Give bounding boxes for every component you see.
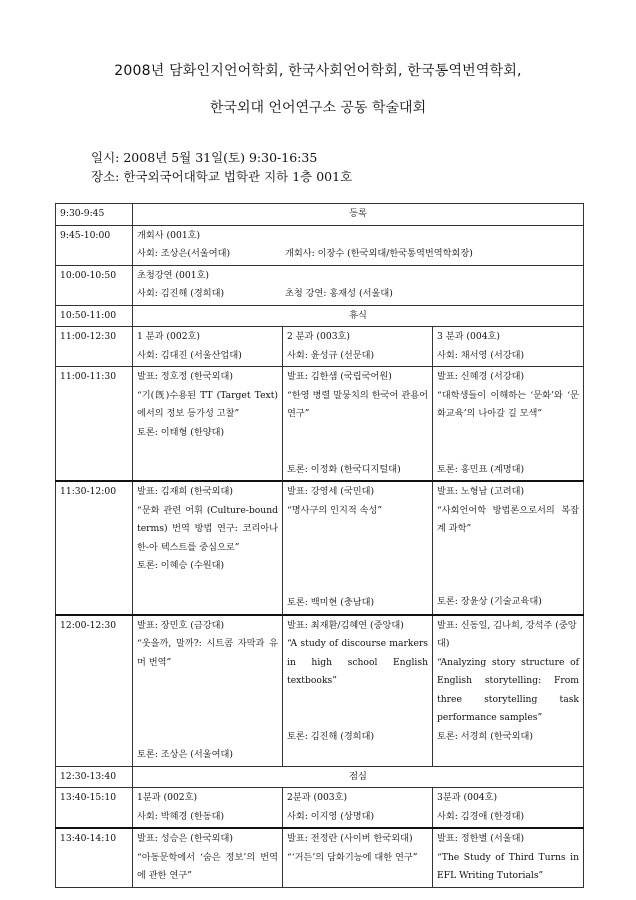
paper-title: “한영 병렬 말뭉치의 한국어 관용어 연구”: [287, 389, 428, 419]
presenter: 발표: 신동일, 김나희, 강석주 (중앙대): [437, 619, 577, 649]
paper-title: “A study of discourse markers in high school English textbooks”: [287, 638, 428, 686]
table-row: [56, 766, 584, 788]
time-cell: 9:30-9:45: [56, 204, 133, 226]
room-chair: 사회: 채서영 (서강대): [437, 349, 525, 361]
discussant: 토론: 김진해 (경희대): [287, 730, 375, 742]
paper-title: “웃을까, 말까?: 시트콤 자막과 유머 번역”: [137, 638, 278, 668]
room-cell: [433, 327, 584, 367]
invited-people: [137, 285, 579, 304]
presentation-cell: [433, 367, 584, 482]
presenter: 발표: 김재희 (한국외대): [137, 486, 233, 497]
room-name: 1 분과 (002호): [137, 331, 201, 342]
table-row: [56, 828, 584, 887]
presenter: 발표: 노형남 (고려대): [437, 486, 525, 497]
presentation-cell: [433, 828, 584, 887]
presenter: 발표: 전정란 (사이버 한국외대): [287, 833, 413, 844]
presenter: 발표: 장민호 (금강대): [137, 619, 225, 631]
room-cell: [133, 327, 283, 367]
discussant: 토론: 서경희 (한국외대): [437, 730, 533, 742]
table-row: [56, 615, 584, 767]
table-row: [56, 225, 584, 265]
presentation-cell: [283, 828, 433, 887]
paper-title: “아동문학에서 ‘숨은 정보’의 번역에 관한 연구”: [137, 851, 278, 881]
presentation-cell: [283, 615, 433, 767]
time-cell: 12:30-13:40: [56, 766, 133, 788]
room-chair: 사회: 이지영 (상명대): [287, 810, 375, 822]
table-row: [56, 305, 584, 327]
room-name: 1분과 (002호): [137, 792, 198, 803]
time-cell: 13:40-14:10: [56, 828, 133, 887]
discussant: 토론: 조상은 (서울여대): [137, 749, 233, 760]
schedule-table: [55, 203, 584, 888]
opening-title: 개회사 (001호): [137, 229, 201, 241]
lunch-label: 점심: [133, 766, 584, 788]
registration-label: 등록: [133, 204, 584, 226]
presentation-cell: [133, 481, 283, 615]
table-row: [56, 788, 584, 829]
paper-title: “문화 관련 어휘 (Culture-bound terms) 번역 방법 연구: 코리아나 한-아 텍스트를 중심으로”: [137, 504, 278, 553]
paper-title: “Analyzing story structure of English storytelling: From three storytelling task performance samples”: [437, 656, 579, 723]
place-line: 장소: 한국외국어대학교 법학관 지하 1층 001호: [91, 169, 353, 184]
room-name: 3 분과 (004호): [437, 331, 501, 342]
paper-title: “대학생들이 이해하는 ‘문화’와 ‘문화교육’의 나아갈 길 모색”: [437, 389, 579, 419]
presenter: 발표: 신혜경 (서강대): [437, 371, 525, 382]
time-cell: 13:40-15:10: [56, 788, 133, 829]
paper-title: “사회언어학 방법론으로서의 복잡계 과학”: [437, 504, 579, 534]
date-line: 일시: 2008년 5월 31일(토) 9:30-16:35: [91, 150, 318, 165]
presenter: 발표: 최재환/김혜연 (중앙대): [287, 619, 404, 631]
presentation-cell: [433, 481, 584, 615]
discussant: 토론: 백미현 (충남대): [287, 597, 375, 608]
invited-chair: 사회: 김진해 (경희대): [137, 288, 225, 299]
room-cell: [283, 327, 433, 367]
opening-speaker: 개회사: 이장수 (한국외대/한국통역번역학회장): [285, 248, 473, 259]
room-chair: 사회: 김대진 (서울산업대): [137, 349, 242, 361]
time-cell: 11:30-12:00: [56, 481, 133, 615]
presenter: 발표: 성승은 (한국외대): [137, 833, 233, 844]
room-name: 3분과 (004호): [437, 792, 498, 803]
title-line-2: 한국외대 언어연구소 공동 학술대회: [209, 100, 427, 116]
presentation-cell: [133, 615, 283, 767]
discussant: 토론: 이정화 (한국디지털대): [287, 463, 401, 475]
time-cell: 10:00-10:50: [56, 265, 133, 305]
room-chair: 사회: 윤성규 (선문대): [287, 349, 375, 361]
title-line-1: 2008년 담화인지언어학회, 한국사회언어학회, 한국통역번역학회,: [114, 63, 522, 79]
presentation-cell: [283, 367, 433, 482]
presentation-cell: [433, 615, 584, 767]
opening-cell: [133, 225, 584, 265]
room-cell: [133, 788, 283, 829]
discussant: 토론: 홍민표 (계명대): [437, 463, 525, 475]
presentation-cell: [133, 828, 283, 887]
invited-title: 초청강연 (001호): [137, 269, 210, 281]
opening-chair: 사회: 조상은(서울여대): [137, 248, 231, 259]
presentation-cell: [283, 481, 433, 615]
room-name: 2 분과 (003호): [287, 331, 351, 342]
time-cell: 10:50-11:00: [56, 305, 133, 327]
paper-title: “The Study of Third Turns in EFL Writing Tutorials”: [437, 851, 579, 881]
presenter: 발표: 김한샘 (국립국어원): [287, 371, 392, 382]
table-row: [56, 367, 584, 482]
break-label: 휴식: [133, 305, 584, 327]
paper-title: “명사구의 인지적 속성”: [287, 504, 383, 516]
invited-speaker: 초청 강연: 홍재성 (서울대): [285, 288, 393, 299]
table-row: [56, 327, 584, 367]
discussant: 토론: 이혜승 (수원대): [137, 560, 225, 571]
paper-title: “‘거든’의 담화기능에 대한 연구”: [287, 851, 418, 863]
time-cell: 9:45-10:00: [56, 225, 133, 265]
presenter: 발표: 정호정 (한국외대): [137, 371, 233, 382]
room-chair: 사회: 박혜경 (한동대): [137, 810, 225, 822]
presentation-cell: [133, 367, 283, 482]
invited-cell: [133, 265, 584, 305]
discussant: 토론: 이태형 (한양대): [137, 426, 225, 438]
discussant: 토론: 장윤상 (기술교육대): [437, 595, 542, 607]
room-name: 2분과 (003호): [287, 792, 348, 803]
time-cell: 12:00-12:30: [56, 615, 133, 767]
paper-title: “기(旣)수용된 TT (Target Text)에서의 정보 등가성 고찰”: [137, 389, 278, 419]
presenter: 발표: 정한별 (서울대): [437, 833, 525, 844]
time-cell: 11:00-12:30: [56, 327, 133, 367]
table-row: [56, 481, 584, 615]
time-cell: 11:00-11:30: [56, 367, 133, 482]
table-row: [56, 265, 584, 305]
room-cell: [433, 788, 584, 829]
room-chair: 사회: 김경애 (한경대): [437, 810, 525, 822]
room-cell: [283, 788, 433, 829]
table-row: [56, 204, 584, 226]
opening-people: [137, 245, 579, 264]
presenter: 발표: 강영세 (국민대): [287, 486, 375, 497]
